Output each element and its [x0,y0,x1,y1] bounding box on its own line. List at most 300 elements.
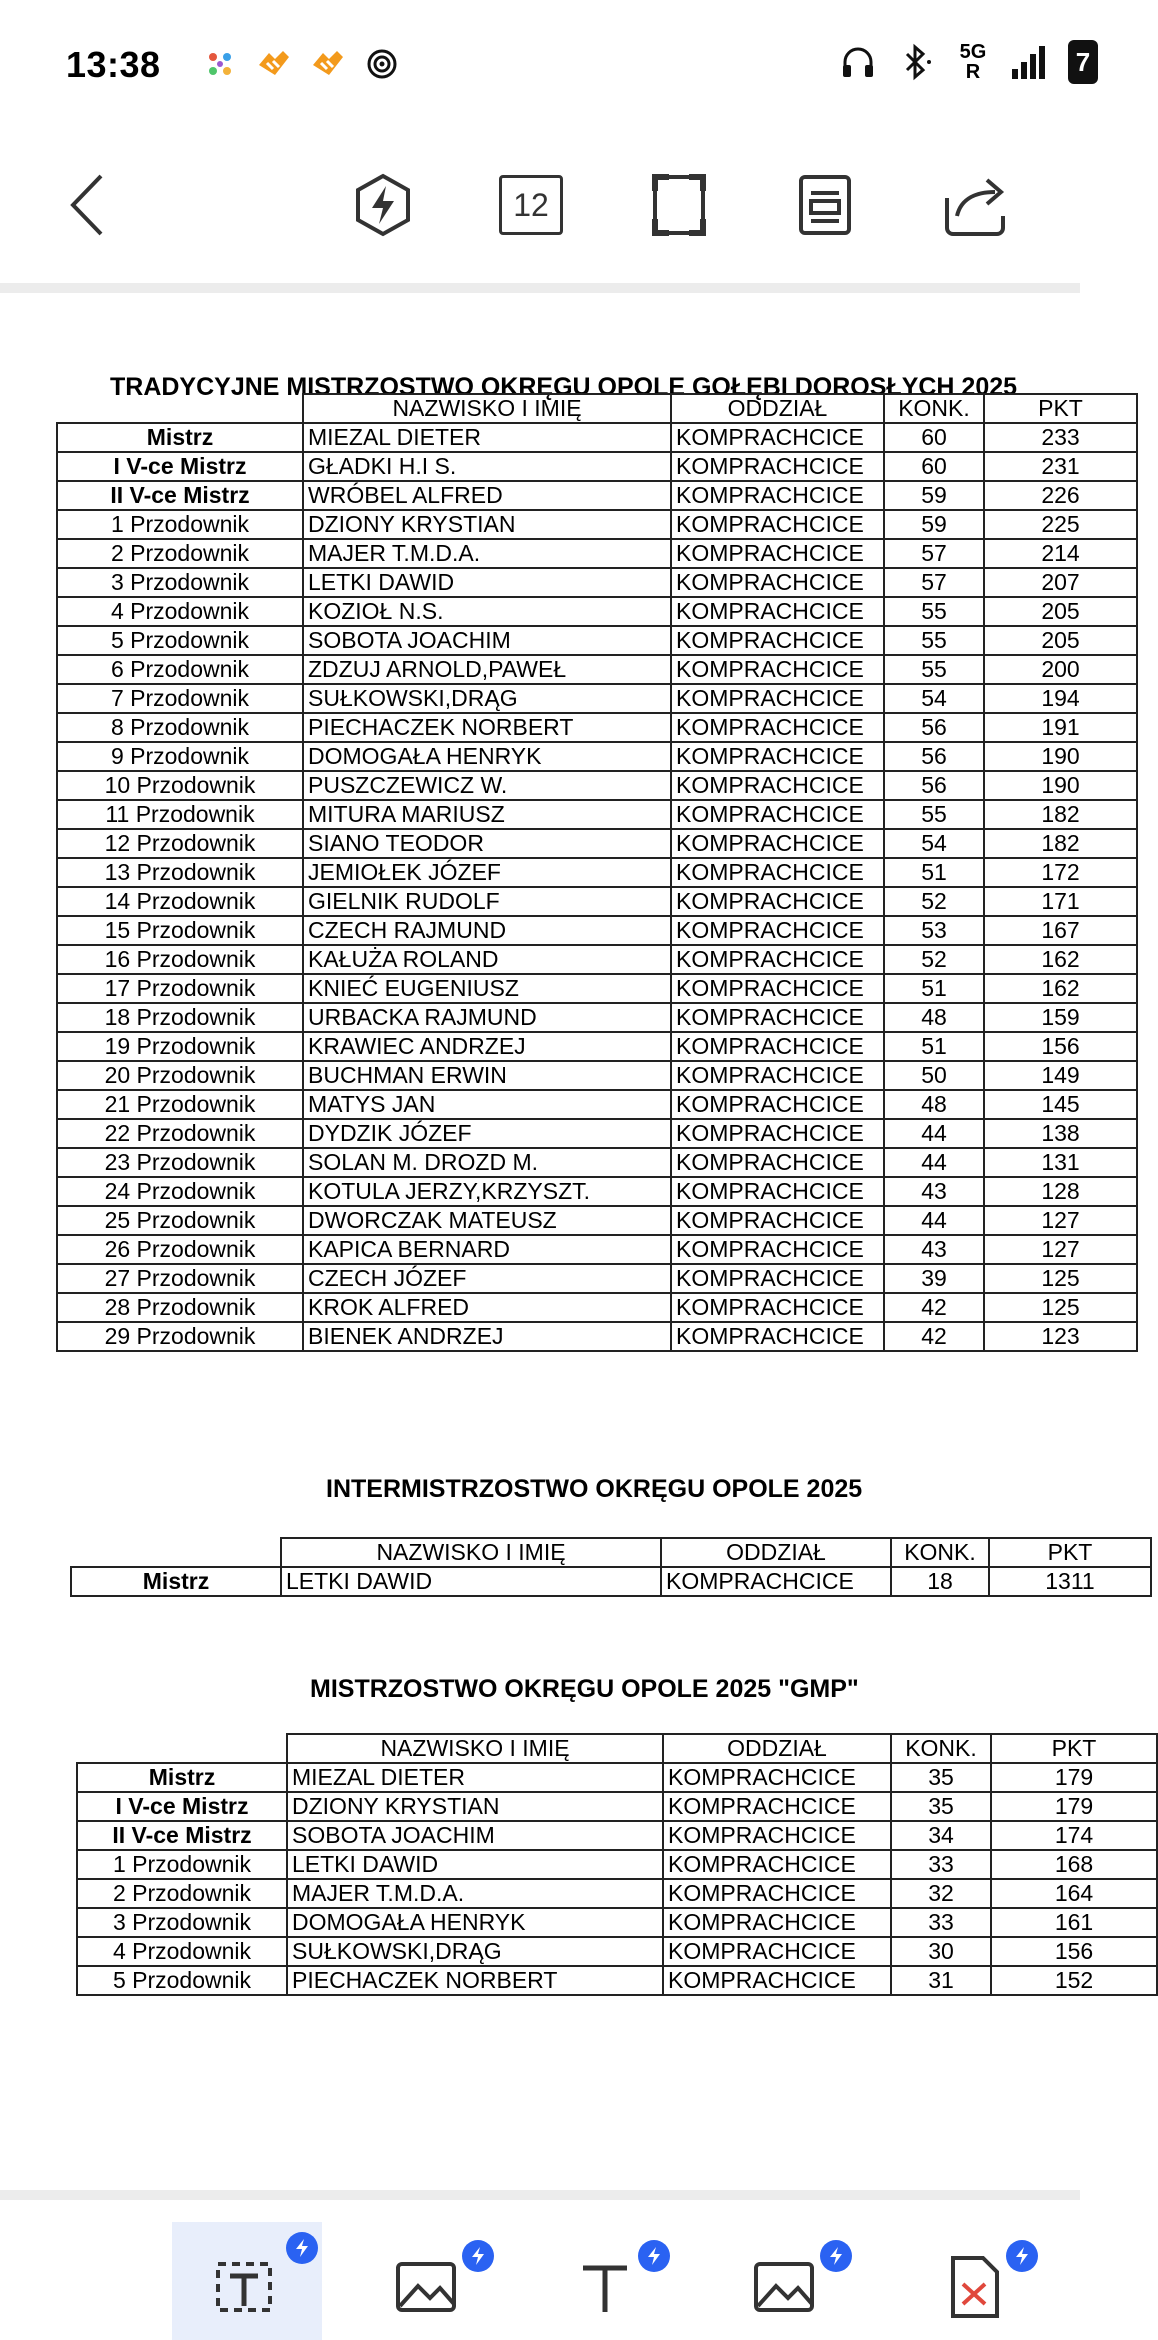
pkt-cell: 231 [984,452,1137,481]
battery-icon: 7 [1068,40,1098,84]
pkt-cell: 191 [984,713,1137,742]
pkt-cell: 214 [984,539,1137,568]
table-header-row [71,1538,1151,1567]
table-row [71,1567,1151,1596]
konk-cell: 32 [891,1879,991,1908]
table-row [57,742,1137,771]
club-cell: KOMPRACHCICE [671,655,884,684]
club-cell: KOMPRACHCICE [671,916,884,945]
name-cell: SOBOTA JOACHIM [303,626,671,655]
pkt-cell: 123 [984,1322,1137,1351]
pkt-cell: 190 [984,771,1137,800]
konk-cell: 56 [884,713,984,742]
table-row [57,916,1137,945]
konk-cell: 59 [884,510,984,539]
table-row [57,626,1137,655]
rank-cell: Mistrz [77,1763,287,1792]
name-cell: SUŁKOWSKI,DRĄG [303,684,671,713]
rank-cell: 24 Przodownik [57,1177,303,1206]
name-cell: PIECHACZEK NORBERT [303,713,671,742]
name-cell: DOMOGAŁA HENRYK [287,1908,663,1937]
headphones-icon [838,42,878,82]
header-pkt: PKT [984,394,1137,423]
name-cell: LETKI DAWID [303,568,671,597]
pkt-cell: 200 [984,655,1137,684]
back-arrow-icon [67,172,107,238]
rank-cell: 22 Przodownik [57,1119,303,1148]
table-row [57,858,1137,887]
name-cell: SOLAN M. DROZD M. [303,1148,671,1177]
name-cell: BIENEK ANDRZEJ [303,1322,671,1351]
name-cell: CZECH JÓZEF [303,1264,671,1293]
club-cell: KOMPRACHCICE [671,829,884,858]
rank-cell: 1 Przodownik [57,510,303,539]
club-cell: KOMPRACHCICE [671,1148,884,1177]
rank-cell: 1 Przodownik [77,1850,287,1879]
pkt-cell: 171 [984,887,1137,916]
table-row [57,974,1137,1003]
header-konk: KONK. [884,394,984,423]
name-cell: MAJER T.M.D.A. [303,539,671,568]
name-cell: ZDZUJ ARNOLD,PAWEŁ [303,655,671,684]
pkt-cell: 156 [991,1937,1157,1966]
lightning-hexagon-icon [350,172,416,238]
name-cell: SUŁKOWSKI,DRĄG [287,1937,663,1966]
konk-cell: 53 [884,916,984,945]
header-name: NAZWISKO I IMIĘ [303,394,671,423]
konk-cell: 51 [884,974,984,1003]
header-name: NAZWISKO I IMIĘ [287,1734,663,1763]
table-row [77,1821,1157,1850]
text-box-icon [212,2256,282,2316]
table-row [57,1119,1137,1148]
section3-table [76,1733,1158,1996]
table-row [57,481,1137,510]
pkt-cell: 167 [984,916,1137,945]
club-cell: KOMPRACHCICE [671,1003,884,1032]
name-cell: KAŁUŻA ROLAND [303,945,671,974]
rank-cell: 15 Przodownik [57,916,303,945]
table-header-row [57,394,1137,423]
konk-cell: 55 [884,626,984,655]
bluetooth-icon [898,42,938,82]
page-number: 12 [499,175,563,235]
pkt-cell: 152 [991,1966,1157,1995]
rank-cell: 20 Przodownik [57,1061,303,1090]
rank-cell: 16 Przodownik [57,945,303,974]
bolt-badge-icon [820,2240,852,2272]
page-number-button[interactable] [496,170,566,240]
club-cell: KOMPRACHCICE [671,452,884,481]
header-empty [71,1538,281,1567]
status-time: 13:38 [66,44,161,85]
app-heart-icon-2 [308,44,348,84]
pkt-cell: 162 [984,974,1137,1003]
name-cell: KOZIOŁ N.S. [303,597,671,626]
pkt-cell: 156 [984,1032,1137,1061]
konk-cell: 52 [884,945,984,974]
konk-cell: 50 [884,1061,984,1090]
add-image-tool[interactable] [710,2230,860,2340]
club-cell: KOMPRACHCICE [671,597,884,626]
edit-image-tool[interactable] [352,2230,502,2340]
konk-cell: 42 [884,1322,984,1351]
rank-cell: II V-ce Mistrz [57,481,303,510]
rank-cell: 13 Przodownik [57,858,303,887]
pkt-cell: 194 [984,684,1137,713]
pkt-cell: 205 [984,597,1137,626]
pkt-cell: 127 [984,1235,1137,1264]
fullscreen-button[interactable] [644,170,714,240]
pkt-cell: 182 [984,800,1137,829]
name-cell: DOMOGAŁA HENRYK [303,742,671,771]
table-row [77,1966,1157,1995]
konk-cell: 39 [884,1264,984,1293]
bolt-badge-icon [638,2240,670,2272]
konk-cell: 56 [884,771,984,800]
table-row [57,423,1137,452]
rank-cell: 3 Przodownik [57,568,303,597]
header-empty [77,1734,287,1763]
name-cell: MAJER T.M.D.A. [287,1879,663,1908]
system-icons [838,40,1098,84]
club-cell: KOMPRACHCICE [663,1908,891,1937]
club-cell: KOMPRACHCICE [671,684,884,713]
rank-cell: 7 Przodownik [57,684,303,713]
club-cell: KOMPRACHCICE [671,1061,884,1090]
rank-cell: 2 Przodownik [77,1879,287,1908]
konk-cell: 42 [884,1293,984,1322]
name-cell: GIELNIK RUDOLF [303,887,671,916]
table-row [57,1322,1137,1351]
rank-cell: II V-ce Mistrz [77,1821,287,1850]
konk-cell: 57 [884,568,984,597]
club-cell: KOMPRACHCICE [671,771,884,800]
club-cell: KOMPRACHCICE [663,1850,891,1879]
table-row [57,713,1137,742]
club-cell: KOMPRACHCICE [663,1763,891,1792]
bottom-divider [0,2190,1080,2200]
name-cell: DWORCZAK MATEUSZ [303,1206,671,1235]
rank-cell: 4 Przodownik [57,597,303,626]
rank-cell: 3 Przodownik [77,1908,287,1937]
club-cell: KOMPRACHCICE [671,1264,884,1293]
rank-cell: 12 Przodownik [57,829,303,858]
pkt-cell: 205 [984,626,1137,655]
table-row [57,1032,1137,1061]
rank-cell: 9 Przodownik [57,742,303,771]
header-pkt: PKT [991,1734,1157,1763]
konk-cell: 55 [884,655,984,684]
pkt-cell: 125 [984,1264,1137,1293]
pkt-cell: 128 [984,1177,1137,1206]
header-konk: KONK. [891,1734,991,1763]
rank-cell: 27 Przodownik [57,1264,303,1293]
add-image-icon [750,2256,820,2316]
club-cell: KOMPRACHCICE [663,1879,891,1908]
toolbar-divider [0,283,1080,293]
viewer-toolbar [0,150,1080,260]
table-row [77,1908,1157,1937]
name-cell: MIEZAL DIETER [287,1763,663,1792]
pkt-cell: 125 [984,1293,1137,1322]
club-cell: KOMPRACHCICE [671,742,884,771]
rank-cell: 4 Przodownik [77,1937,287,1966]
rank-cell: 19 Przodownik [57,1032,303,1061]
table-row [57,945,1137,974]
rank-cell: 6 Przodownik [57,655,303,684]
section2-table [70,1537,1152,1597]
roaming-label: R [965,61,981,83]
pkt-cell: 174 [991,1821,1157,1850]
table-row [57,829,1137,858]
club-cell: KOMPRACHCICE [663,1937,891,1966]
pkt-cell: 168 [991,1850,1157,1879]
club-cell: KOMPRACHCICE [671,945,884,974]
club-cell: KOMPRACHCICE [671,858,884,887]
table-row [77,1879,1157,1908]
signal-icon [1008,42,1048,82]
table-row [57,684,1137,713]
konk-cell: 18 [891,1567,989,1596]
table-row [57,655,1137,684]
header-club: ODDZIAŁ [663,1734,891,1763]
table-row [77,1763,1157,1792]
document-list-icon [797,173,853,237]
club-cell: KOMPRACHCICE [661,1567,891,1596]
club-cell: KOMPRACHCICE [671,713,884,742]
name-cell: CZECH RAJMUND [303,916,671,945]
header-club: ODDZIAŁ [661,1538,891,1567]
name-cell: DYDZIK JÓZEF [303,1119,671,1148]
konk-cell: 35 [891,1792,991,1821]
pkt-cell: 131 [984,1148,1137,1177]
konk-cell: 33 [891,1850,991,1879]
section1-title: TRADYCYJNE MISTRZOSTWO OKRĘGU OPOLE GOŁĘBI DOROSŁYCH 2025 [110,373,1018,401]
table-row [57,510,1137,539]
pkt-cell: 226 [984,481,1137,510]
club-cell: KOMPRACHCICE [671,1206,884,1235]
sign-tool[interactable] [900,2230,1050,2340]
image-icon [392,2256,462,2316]
reading-mode-button[interactable] [790,170,860,240]
name-cell: DZIONY KRYSTIAN [287,1792,663,1821]
bolt-badge-icon [1006,2240,1038,2272]
konk-cell: 44 [884,1119,984,1148]
pkt-cell: 172 [984,858,1137,887]
rank-cell: 17 Przodownik [57,974,303,1003]
konk-cell: 48 [884,1090,984,1119]
konk-cell: 43 [884,1235,984,1264]
rank-cell: 28 Przodownik [57,1293,303,1322]
club-cell: KOMPRACHCICE [671,423,884,452]
header-name: NAZWISKO I IMIĘ [281,1538,661,1567]
share-button[interactable] [940,170,1010,240]
name-cell: LETKI DAWID [287,1850,663,1879]
pkt-cell: 162 [984,945,1137,974]
name-cell: KROK ALFRED [303,1293,671,1322]
rank-cell: Mistrz [71,1567,281,1596]
table-row [57,1003,1137,1032]
pkt-cell: 164 [991,1879,1157,1908]
back-button[interactable] [52,170,122,240]
rank-cell: 26 Przodownik [57,1235,303,1264]
rank-cell: 5 Przodownik [77,1966,287,1995]
pkt-cell: 138 [984,1119,1137,1148]
table-row [57,1177,1137,1206]
pkt-cell: 127 [984,1206,1137,1235]
konk-cell: 44 [884,1148,984,1177]
konk-cell: 57 [884,539,984,568]
name-cell: GŁADKI H.I S. [303,452,671,481]
konk-cell: 51 [884,1032,984,1061]
pkt-cell: 145 [984,1090,1137,1119]
target-icon [362,44,402,84]
bolt-badge-icon [286,2232,318,2264]
konk-cell: 51 [884,858,984,887]
pkt-cell: 161 [991,1908,1157,1937]
konk-cell: 48 [884,1003,984,1032]
name-cell: MATYS JAN [303,1090,671,1119]
konk-cell: 34 [891,1821,991,1850]
pkt-cell: 1311 [989,1567,1151,1596]
name-cell: KRAWIEC ANDRZEJ [303,1032,671,1061]
table-row [57,887,1137,916]
section1-table [56,393,1138,1352]
name-cell: KOTULA JERZY,KRZYSZT. [303,1177,671,1206]
table-row [57,1206,1137,1235]
rank-cell: Mistrz [57,423,303,452]
table-row [57,568,1137,597]
club-cell: KOMPRACHCICE [671,539,884,568]
header-empty [57,394,303,423]
table-row [57,1235,1137,1264]
name-cell: LETKI DAWID [281,1567,661,1596]
konk-cell: 44 [884,1206,984,1235]
club-cell: KOMPRACHCICE [671,1235,884,1264]
pkt-cell: 149 [984,1061,1137,1090]
konk-cell: 31 [891,1966,991,1995]
konk-cell: 30 [891,1937,991,1966]
app-dots-icon [200,44,240,84]
club-cell: KOMPRACHCICE [671,1032,884,1061]
table-row [57,1090,1137,1119]
club-cell: KOMPRACHCICE [663,1821,891,1850]
section2-title: INTERMISTRZOSTWO OKRĘGU OPOLE 2025 [326,1475,863,1503]
club-cell: KOMPRACHCICE [663,1966,891,1995]
club-cell: KOMPRACHCICE [671,800,884,829]
rank-cell: 29 Przodownik [57,1322,303,1351]
pkt-cell: 207 [984,568,1137,597]
rank-cell: 11 Przodownik [57,800,303,829]
pkt-cell: 233 [984,423,1137,452]
club-cell: KOMPRACHCICE [671,1293,884,1322]
ai-tools-button[interactable] [348,170,418,240]
konk-cell: 60 [884,423,984,452]
club-cell: KOMPRACHCICE [671,481,884,510]
add-text-tool[interactable] [530,2230,680,2340]
edit-text-tool[interactable] [172,2222,322,2340]
name-cell: SIANO TEODOR [303,829,671,858]
bolt-badge-icon [462,2240,494,2272]
rank-cell: 10 Przodownik [57,771,303,800]
fullscreen-icon [651,173,707,237]
pkt-cell: 190 [984,742,1137,771]
konk-cell: 54 [884,829,984,858]
name-cell: WRÓBEL ALFRED [303,481,671,510]
name-cell: PUSZCZEWICZ W. [303,771,671,800]
status-bar [0,0,1091,130]
club-cell: KOMPRACHCICE [671,974,884,1003]
share-icon [941,172,1009,238]
konk-cell: 43 [884,1177,984,1206]
header-konk: KONK. [891,1538,989,1567]
network-indicator [958,42,988,82]
name-cell: URBACKA RAJMUND [303,1003,671,1032]
table-row [57,597,1137,626]
table-row [77,1792,1157,1821]
name-cell: KNIEĆ EUGENIUSZ [303,974,671,1003]
name-cell: JEMIOŁEK JÓZEF [303,858,671,887]
pkt-cell: 182 [984,829,1137,858]
konk-cell: 56 [884,742,984,771]
rank-cell: 23 Przodownik [57,1148,303,1177]
rank-cell: 8 Przodownik [57,713,303,742]
name-cell: BUCHMAN ERWIN [303,1061,671,1090]
rank-cell: I V-ce Mistrz [77,1792,287,1821]
section3-title: MISTRZOSTWO OKRĘGU OPOLE 2025 "GMP" [310,1675,859,1703]
rank-cell: 25 Przodownik [57,1206,303,1235]
rank-cell: 14 Przodownik [57,887,303,916]
table-row [57,771,1137,800]
table-row [57,1148,1137,1177]
table-header-row [77,1734,1157,1763]
club-cell: KOMPRACHCICE [671,1322,884,1351]
document-sign-icon [945,2254,1005,2320]
konk-cell: 60 [884,452,984,481]
konk-cell: 35 [891,1763,991,1792]
document-page[interactable] [0,293,1097,2183]
table-row [57,1061,1137,1090]
header-club: ODDZIAŁ [671,394,884,423]
club-cell: KOMPRACHCICE [671,568,884,597]
name-cell: PIECHACZEK NORBERT [287,1966,663,1995]
rank-cell: 2 Przodownik [57,539,303,568]
app-heart-icon [254,44,294,84]
name-cell: MITURA MARIUSZ [303,800,671,829]
pkt-cell: 159 [984,1003,1137,1032]
pkt-cell: 179 [991,1792,1157,1821]
rank-cell: 21 Przodownik [57,1090,303,1119]
name-cell: DZIONY KRYSTIAN [303,510,671,539]
text-icon [575,2256,635,2316]
konk-cell: 55 [884,597,984,626]
name-cell: SOBOTA JOACHIM [287,1821,663,1850]
konk-cell: 54 [884,684,984,713]
table-row [57,1264,1137,1293]
club-cell: KOMPRACHCICE [671,626,884,655]
rank-cell: 5 Przodownik [57,626,303,655]
name-cell: MIEZAL DIETER [303,423,671,452]
rank-cell: 18 Przodownik [57,1003,303,1032]
pkt-cell: 225 [984,510,1137,539]
table-row [77,1937,1157,1966]
name-cell: KAPICA BERNARD [303,1235,671,1264]
pkt-cell: 179 [991,1763,1157,1792]
konk-cell: 33 [891,1908,991,1937]
table-row [57,800,1137,829]
table-row [77,1850,1157,1879]
